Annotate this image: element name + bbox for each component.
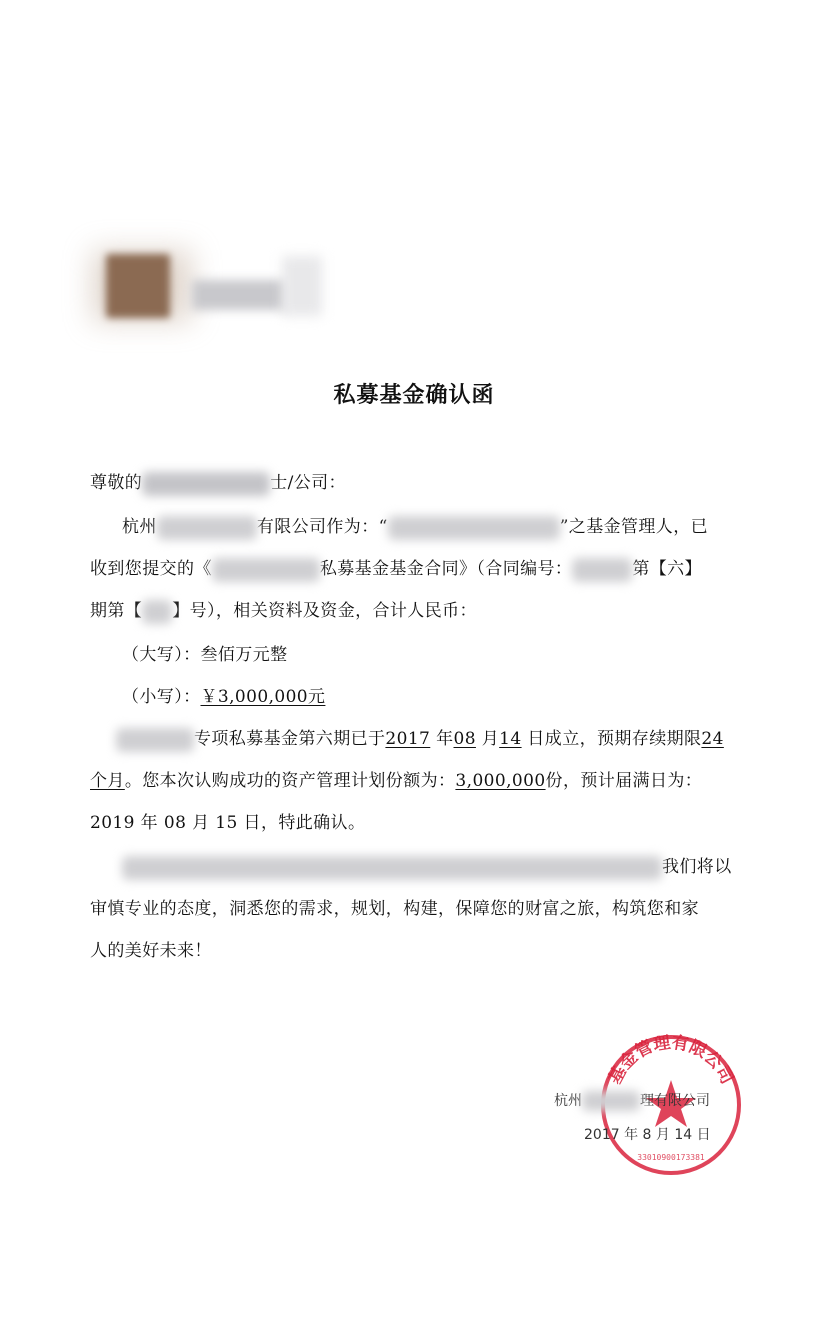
redacted-name: [142, 472, 270, 496]
text-we-will: 我们将以: [662, 857, 732, 877]
amount-lower: [122, 682, 325, 707]
amount-lower-value: ￥3,000,000元: [200, 687, 326, 707]
text-duration: 日成立，预期存续期限: [527, 729, 702, 749]
amount-upper-label: （大写）：: [122, 645, 201, 665]
established-month: 08: [453, 729, 476, 749]
para2-line2: [90, 766, 702, 791]
text-commitment: 审慎专业的态度，洞悉您的需求，规划，构建，保障您的财富之旅，构筑您和家: [90, 899, 699, 919]
amount-lower-label: （小写）：: [122, 687, 201, 707]
signature-company-suffix: 理有限公司: [640, 1093, 710, 1109]
text-received: 收到您提交的《: [90, 559, 212, 579]
signature-company: [554, 1090, 710, 1111]
text-as: 有限公司作为：“: [256, 517, 388, 537]
para3-line2: [90, 894, 699, 919]
redacted-contract-name: [212, 558, 320, 582]
text-year: 年: [436, 729, 454, 749]
text-future: 人的美好未来！: [90, 941, 212, 961]
text-hangzhou: 杭州: [122, 517, 157, 537]
para1-line3: [90, 596, 477, 624]
redacted-company-statement: [122, 856, 662, 880]
salutation-prefix: 尊敬的: [90, 473, 143, 493]
salutation: [90, 468, 346, 496]
signature-date: 2017 年 8 月 14 日: [584, 1127, 711, 1143]
document-title: 私募基金确认函: [333, 383, 495, 408]
para2-line1: [116, 724, 724, 752]
text-month: 月: [481, 729, 500, 749]
redacted-signature-company: [582, 1091, 640, 1111]
established-year: 2017: [385, 729, 431, 749]
para2-line3: [90, 808, 365, 833]
para3-line1: [122, 852, 732, 880]
text-fund-manager: ”之基金管理人，已: [559, 517, 708, 537]
amount-upper-value: 叁佰万元整: [200, 645, 288, 665]
text-established: 专项私募基金第六期已于: [194, 729, 386, 749]
text-maturity: 份，预计届满日为：: [545, 771, 703, 791]
text-related-funds: 】号），相关资料及资金，合计人民币：: [172, 601, 477, 621]
redacted-period-number: [142, 600, 172, 624]
redacted-contract-number: [572, 558, 632, 582]
para3-line3: [90, 936, 212, 961]
redacted-fund-brand: [116, 728, 194, 752]
established-day: 14: [499, 729, 522, 749]
para1-line2: [90, 554, 702, 582]
text-sixth: 第【六】: [632, 559, 702, 579]
maturity-date-text: 2019 年 08 月 15 日，特此确认。: [90, 813, 366, 833]
redacted-fund-name: [388, 516, 560, 540]
company-logo-redacted: [92, 250, 324, 328]
text-period: 期第【: [90, 601, 143, 621]
svg-text:基金管理有限公司: [605, 1032, 737, 1088]
seal-number: 33010900173381: [637, 1153, 705, 1162]
text-contract: 私募基金基金合同》（合同编号：: [319, 559, 573, 579]
text-shares: 。您本次认购成功的资产管理计划份额为：: [124, 771, 456, 791]
amount-upper: [122, 640, 288, 665]
salutation-suffix: 士/公司：: [270, 473, 346, 493]
redacted-company: [157, 516, 257, 540]
signature-company-prefix: 杭州: [554, 1093, 582, 1109]
term-number: 24: [701, 729, 724, 749]
term-unit: 个月: [90, 771, 125, 791]
share-amount: 3,000,000: [455, 771, 546, 791]
para1-line1: [122, 512, 708, 540]
seal-text: 基金管理有限公司: [605, 1032, 737, 1088]
